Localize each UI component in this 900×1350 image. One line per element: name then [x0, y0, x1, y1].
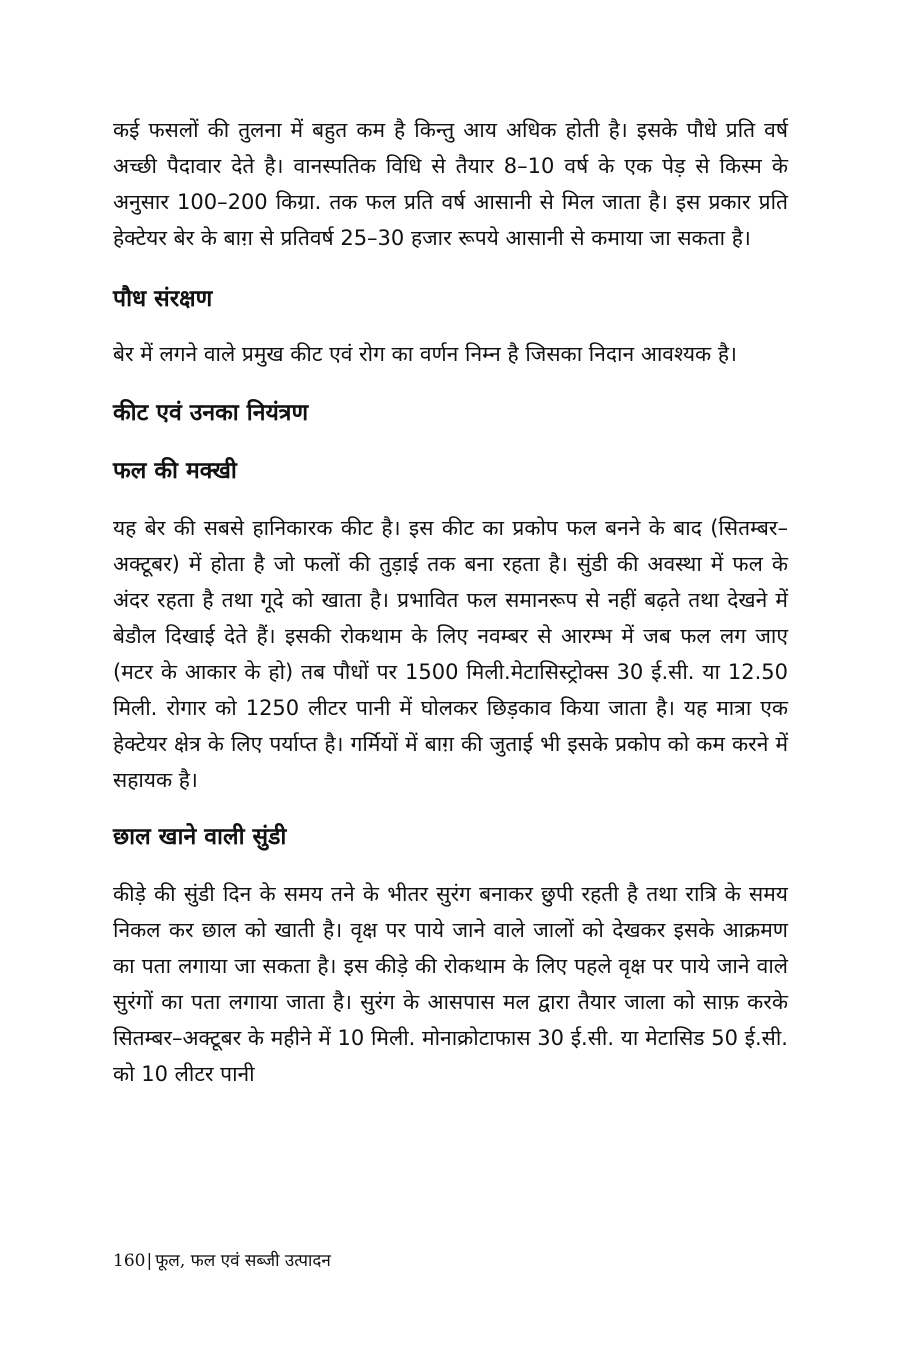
fruit-fly-paragraph: यह बेर की सबसे हानिकारक कीट है। इस कीट का प्रकोप फल बनने के बाद (सितम्बर–अक्टूबर) में होता है जो फलों की तुड़ाई तक बना रहता है। सुंडी की अवस्था में फल के अंदर रहता है तथा गूदे को खाता है। प्रभावित फल समानरूप से नहीं बढ़ते तथा देखने में बेडौल दिखाई देते हैं। इसकी रोकथाम के लिए नवम्बर से आरम्भ में जब फल लग जाए (मटर के आकार के हो) तब पौधों पर 1500 मिली.मेटासिस्ट्रोक्स 30 ई.सी. या 12.50 मिली. रोगार को 1250 लीटर पानी में घोलकर छिड़काव किया जाता है। यह मात्रा एक हेक्टेयर क्षेत्र के लिए पर्याप्त है। गर्मियों में बाग़ की जुताई भी इसके प्रकोप को कम करने में सहायक है। — [113, 516, 788, 792]
intro-paragraph: कई फसलों की तुलना में बहुत कम है किन्तु आय अधिक होती है। इसके पौधे प्रति वर्ष अच्छी पैदावार देते है। वानस्पतिक विधि से तैयार 8–10 वर्ष के एक पेड़ से किस्म के अनुसार 100–200 किग्रा. तक फल प्रति वर्ष आसानी से मिल जाता है। इस प्रकार प्रति हेक्टेयर बेर के बाग़ से प्रतिवर्ष 25–30 हजार रूपये आसानी से कमाया जा सकता है। — [113, 118, 788, 250]
heading-pests-and-control: कीट एवं उनका नियंत्रण — [113, 400, 309, 426]
heading-bark-eating-caterpillar: छाल खाने वाली सुंडी — [113, 824, 287, 850]
heading-plant-protection: पौध संरक्षण — [113, 286, 213, 312]
page-number: 160 — [113, 1251, 146, 1271]
plant-protection-paragraph: बेर में लगने वाले प्रमुख कीट एवं रोग का वर्णन निम्न है जिसका निदान आवश्यक है। — [113, 342, 737, 366]
page-body — [113, 112, 788, 1092]
footer-separator: | — [146, 1251, 153, 1271]
heading-fruit-fly: फल की मक्खी — [113, 458, 237, 484]
bark-eating-caterpillar-paragraph: कीड़े की सुंडी दिन के समय तने के भीतर सुरंग बनाकर छुपी रहती है तथा रात्रि के समय निकल कर छाल को खाती है। वृक्ष पर पाये जाने वाले जालों को देखकर इसके आक्रमण का पता लगाया जा सकता है। इस कीड़े की रोकथाम के लिए पहले वृक्ष पर पाये जाने वाले सुरंगों का पता लगाया जाता है। सुरंग के आसपास मल द्वारा तैयार जाला को साफ़ करके सितम्बर–अक्टूबर के महीने में 10 मिली. मोनाक्रोटाफास 30 ई.सी. या मेटासिड 50 ई.सी. को 10 लीटर पानी — [113, 882, 788, 1086]
book-title: फूल, फल एवं सब्जी उत्पादन — [155, 1251, 331, 1271]
page-footer — [113, 1250, 331, 1272]
